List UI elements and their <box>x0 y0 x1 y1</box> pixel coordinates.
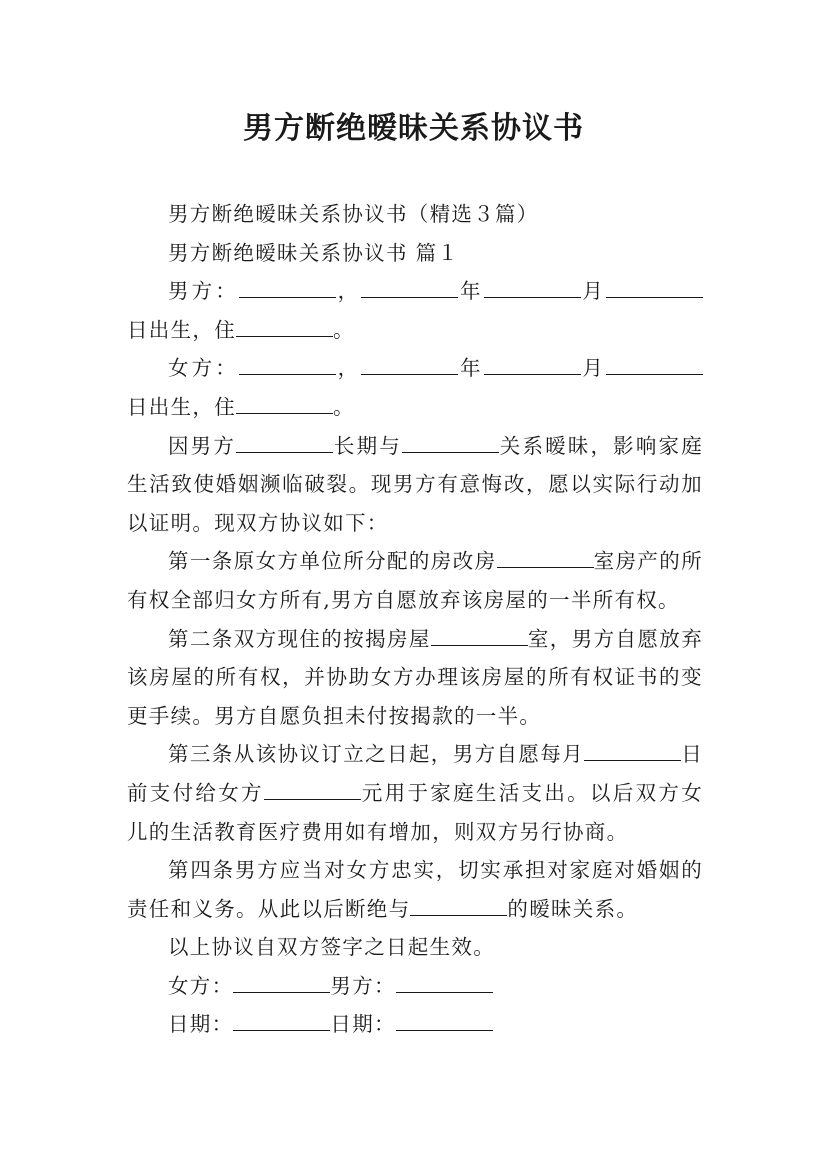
blank-field <box>484 373 581 375</box>
blank-field <box>361 296 458 298</box>
blank-field <box>236 412 333 414</box>
intro-line: 男方断绝暧昧关系协议书（精选３篇） <box>168 202 539 226</box>
date-line: 日期： 日期： <box>127 1005 703 1044</box>
blank-field <box>410 914 507 916</box>
signature-line: 女方： 男方： <box>127 967 703 1006</box>
subtitle-line: 男方断绝暧昧关系协议书 篇１ <box>168 240 460 265</box>
blank-field <box>606 296 703 298</box>
blank-field <box>239 373 336 375</box>
blank-field <box>236 451 333 453</box>
date-blank <box>396 1029 493 1031</box>
blank-field <box>606 373 703 375</box>
blank-field <box>584 759 681 761</box>
document-title: 男方断绝暧昧关系协议书 <box>243 111 584 146</box>
blank-field <box>402 451 499 453</box>
reason-paragraph: 因男方 长期与 关系暧昧，影响家庭生活致使婚姻濒临破裂。现男方有意悔改，愿以实际行动加以证明。现双方协议如下： <box>127 433 704 535</box>
female-party-paragraph: 女方： ， 年 月日出生，住 。 <box>127 349 703 426</box>
male-party-paragraph: 男方： ， 年 月日出生，住 。 <box>127 272 703 349</box>
blank-field <box>484 296 581 298</box>
blank-field <box>361 373 458 375</box>
blank-field <box>497 566 594 568</box>
article-3: 第三条从该协议订立之日起，男方自愿每月 日前支付给女方 元用于家庭生活支出。以后双方女儿的生活教育医疗费用如有增加，则双方另行协商。 <box>127 742 703 844</box>
date-blank <box>233 1029 330 1031</box>
article-4: 第四条男方应当对女方忠实，切实承担对家庭对婚姻的责任和义务。从此以后断绝与 的暧昧关系。 <box>127 858 703 921</box>
article-2: 第二条双方现住的按揭房屋 室，男方自愿放弃该房屋的所有权，并协助女方办理该房屋的所有权证书的变更手续。男方自愿负担未付按揭款的一半。 <box>127 626 703 728</box>
blank-field <box>264 798 361 800</box>
blank-field <box>239 296 336 298</box>
blank-field <box>236 335 333 337</box>
signature-blank <box>396 991 493 993</box>
blank-field <box>431 644 528 646</box>
effective-clause: 以上协议自双方签字之日起生效。 <box>168 935 495 960</box>
signature-blank <box>233 991 330 993</box>
article-1: 第一条原女方单位所分配的房改房 室房产的所有权全部归女方所有,男方自愿放弃该房屋的一半所有权。 <box>127 549 703 612</box>
document-body <box>127 195 703 1044</box>
